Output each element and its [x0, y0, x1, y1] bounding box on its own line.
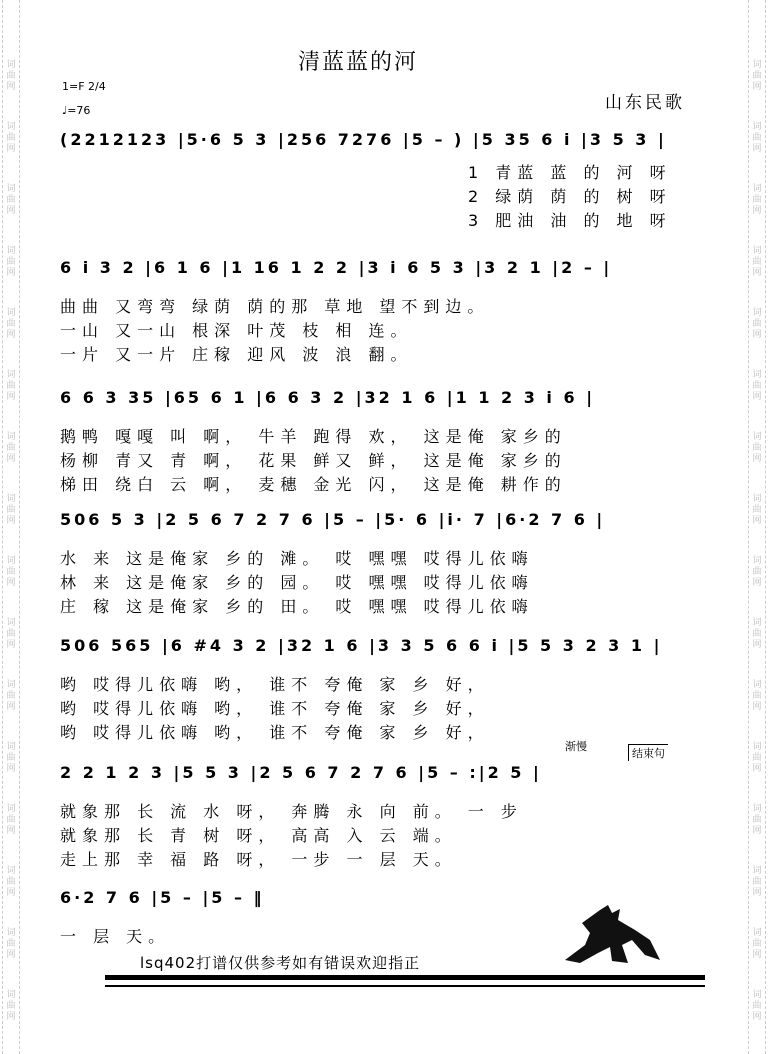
watermark-text: 词曲网: [6, 60, 16, 92]
watermark-text: 词曲网: [6, 122, 16, 154]
notation-line: 6 6 3 35 |65 6 1 |6 6 3 2 |32 1 6 |1 1 2 3 i 6 |: [60, 388, 596, 407]
lyric-line: 一片 又一片 庄稼 迎风 波 浪 翻。: [60, 345, 413, 364]
lyric-line: 2 绿荫 荫 的 树 呀: [468, 187, 672, 206]
lyric-line: 哟 哎得儿依嗨 哟， 谁不 夸俺 家 乡 好，: [60, 699, 490, 718]
notation-line: 506 565 |6 #4 3 2 |32 1 6 |3 3 5 6 6 i |5 5 3 2 3 1 |: [60, 636, 663, 655]
watermark-text: 词曲网: [6, 432, 16, 464]
watermark-text: 词曲网: [752, 370, 762, 402]
lyric-line: 就象那 长 青 树 呀， 高高 入 云 端。: [60, 826, 457, 845]
watermark-text: 词曲网: [752, 742, 762, 774]
left-watermark-strip: [2, 0, 20, 1054]
right-watermark-strip: [748, 0, 766, 1054]
lyric-line: 曲曲 又弯弯 绿荫 荫的那 草地 望不到边。: [60, 297, 490, 316]
watermark-text: 词曲网: [752, 928, 762, 960]
notation-line: 6·2 7 6 |5 – |5 – ‖: [60, 888, 265, 907]
watermark-text: 词曲网: [6, 370, 16, 402]
watermark-text: 词曲网: [6, 494, 16, 526]
dancers-silhouette: [560, 905, 665, 965]
ending-bracket: 结束句: [628, 744, 668, 761]
lyric-line: 一 层 天。: [60, 927, 171, 946]
notation-line: 6 i 3 2 |6 1 6 |1 16 1 2 2 |3 i 6 5 3 |3 2 1 |2 – |: [60, 258, 613, 277]
lyric-line: 3 肥油 油 的 地 呀: [468, 211, 672, 230]
transcriber-credit: lsq402打谱仅供参考如有错误欢迎指正: [140, 954, 421, 972]
lyric-line: 哟 哎得儿依嗨 哟， 谁不 夸俺 家 乡 好，: [60, 723, 490, 742]
watermark-text: 词曲网: [752, 246, 762, 278]
lyric-line: 一山 又一山 根深 叶茂 枝 相 连。: [60, 321, 413, 340]
lyric-line: 庄 稼 这是俺家 乡的 田。 哎 嘿嘿 哎得儿依嗨: [60, 597, 534, 616]
key-signature: 1=F 2/4: [62, 80, 106, 93]
watermark-text: 词曲网: [752, 556, 762, 588]
watermark-text: 词曲网: [6, 618, 16, 650]
watermark-text: 词曲网: [752, 618, 762, 650]
watermark-text: 词曲网: [6, 990, 16, 1022]
lyric-line: 林 来 这是俺家 乡的 园。 哎 嘿嘿 哎得儿依嗨: [60, 573, 534, 592]
watermark-text: 词曲网: [6, 680, 16, 712]
lyric-line: 哟 哎得儿依嗨 哟， 谁不 夸俺 家 乡 好，: [60, 675, 490, 694]
watermark-text: 词曲网: [752, 680, 762, 712]
lyric-line: 杨柳 青又 青 啊， 花果 鲜又 鲜， 这是俺 家乡的: [60, 451, 567, 470]
watermark-text: 词曲网: [6, 928, 16, 960]
watermark-text: 词曲网: [752, 990, 762, 1022]
watermark-text: 词曲网: [752, 866, 762, 898]
lyric-line: 就象那 长 流 水 呀， 奔腾 永 向 前。 一 步: [60, 802, 523, 821]
lyric-line: 走上那 幸 福 路 呀， 一步 一 层 天。: [60, 850, 457, 869]
lyric-line: 1 青蓝 蓝 的 河 呀: [468, 163, 672, 182]
watermark-text: 词曲网: [752, 494, 762, 526]
song-origin: 山东民歌: [605, 93, 685, 113]
footer-rule-thin: [105, 985, 705, 987]
watermark-text: 词曲网: [752, 432, 762, 464]
slowing-mark: 渐慢: [565, 740, 587, 753]
tempo-marking: ♩=76: [62, 104, 91, 117]
watermark-text: 词曲网: [752, 60, 762, 92]
watermark-text: 词曲网: [6, 246, 16, 278]
lyric-line: 梯田 绕白 云 啊， 麦穗 金光 闪， 这是俺 耕作的: [60, 475, 567, 494]
watermark-text: 词曲网: [752, 122, 762, 154]
song-title: 清蓝蓝的河: [298, 50, 419, 75]
notation-line: 506 5 3 |2 5 6 7 2 7 6 |5 – |5· 6 |i· 7 |6·2 7 6 |: [60, 510, 606, 529]
watermark-text: 词曲网: [752, 308, 762, 340]
lyric-line: 鹅鸭 嘎嘎 叫 啊， 牛羊 跑得 欢， 这是俺 家乡的: [60, 427, 567, 446]
watermark-text: 词曲网: [6, 308, 16, 340]
watermark-text: 词曲网: [6, 556, 16, 588]
watermark-text: 词曲网: [6, 184, 16, 216]
watermark-text: 词曲网: [752, 184, 762, 216]
watermark-text: 词曲网: [6, 804, 16, 836]
watermark-text: 词曲网: [6, 742, 16, 774]
notation-line: 2 2 1 2 3 |5 5 3 |2 5 6 7 2 7 6 |5 – :|2 5 |: [60, 763, 542, 782]
lyric-line: 水 来 这是俺家 乡的 滩。 哎 嘿嘿 哎得儿依嗨: [60, 549, 534, 568]
watermark-text: 词曲网: [752, 804, 762, 836]
footer-rule: [105, 975, 705, 980]
notation-line: (2212123 |5·6 5 3 |256 7276 |5 – ) |5 35 6 i |3 5 3 |: [60, 130, 667, 149]
watermark-text: 词曲网: [6, 866, 16, 898]
